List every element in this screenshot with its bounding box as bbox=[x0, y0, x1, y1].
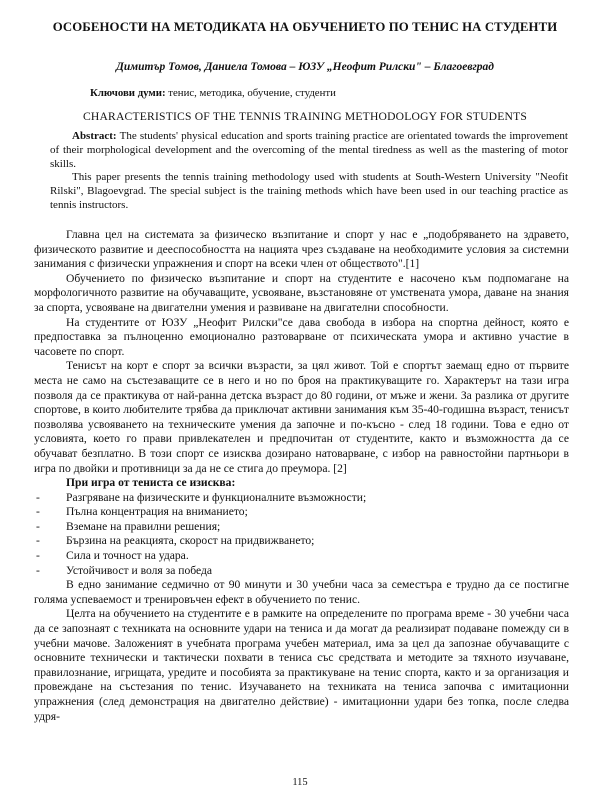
abstract-paragraph bbox=[50, 130, 568, 171]
list-item: - Бързина на реакцията, скорост на придвижването; bbox=[36, 534, 315, 548]
abstract-section bbox=[50, 130, 568, 213]
body-paragraph-4: Тенисът на корт е спорт за всички възрасти, за цял живот. Той е спортът заемащ едно от първите места не само на състезаващите се в него и но по броя на практикуващите го. Характерът на тази игра позволя да се практикува от най-ранна детска възраст до 80 години, от мъже и жени. За разлика от другите спортове, в които любителите трябва да приключат активни занимания към 35-40-годишна възраст, тенисът позволява усвояването на техническите умения да започне и по-късно - след 18 години. Това е едно от условията, което го прави привлекателен и предпочитан от студентите, както и възможността да се обучават безплатно. В този спорт се изисква дозирано натоварване, с избор на равностойни партньори в игра по двойки и противници за да не се стига до преумора. [2] bbox=[34, 359, 569, 475]
page-title: ОСОБЕНОСТИ НА МЕТОДИКАТА НА ОБУЧЕНИЕТО ПО ТЕНИС НА СТУДЕНТИ bbox=[52, 20, 558, 34]
requirements-list bbox=[34, 491, 569, 579]
body-text bbox=[34, 228, 569, 724]
list-item: - Устойчивост и воля за победа bbox=[36, 563, 213, 577]
body-paragraph-2: Обучението по физическо възпитание и спорт на студентите е насочено към подпомагане на морфологичното развитие на обучаващите, усвояване, възстановяне от умствената умора, даване на знания за спорта, усвояване на двигателни умения и развиване на двигателни способности. bbox=[34, 271, 569, 314]
keywords-label: Ключови думи: bbox=[90, 87, 166, 99]
body-paragraph-3: На студентите от ЮЗУ „Неофит Рилски"се дава свобода в избора на спортна дейност, която е предпоставка за пълноценно емоционално разтоварване от психическата умора и активно участие в часовете по спорт. bbox=[34, 315, 569, 358]
body-paragraph-6: Целта на обучението на студентите е в рамките на определените по програма време - 30 учебни часа да се запознаят с техниката на основните удари на тениса и да могат да реализират подаване помежду си в учебни мачове. Заложеният в учебната програма учебен материал, има за цел да запознае обучаващите с основните технически и тактически похвати в тениса със средствата и методите за тяхното изучаване, правилознание, игрищата, уредите и пособията за практикуване на тенис спорта, както и за организация и провеждане на състезания по тенис. Изучаването на техниката на тениса започва с имитационни упражнения (след демонстрация на двигателно действие) - имитационни удари без топка, после следва удря- bbox=[34, 607, 569, 723]
body-paragraph-5: В едно занимание седмично от 90 минути и 30 учебни часа за семестъра е трудно да се постигне голяма успеваемост и тренировъчен ефект в обучението по тенис. bbox=[34, 578, 569, 606]
list-heading: При игра от тениста се изисква: bbox=[66, 476, 236, 490]
abstract-label: Abstract: bbox=[72, 130, 117, 142]
keywords-line bbox=[90, 86, 550, 101]
list-item: - Пълна концентрация на вниманието; bbox=[36, 505, 248, 519]
abstract-text-1: The students' physical education and sports training practice are orientated towards the improvement of their morphological development and the overcoming of the mental tiredness as well as the mastering of motor skills. bbox=[50, 130, 568, 170]
english-title: CHARACTERISTICS OF THE TENNIS TRAINING METHODOLOGY FOR STUDENTS bbox=[82, 110, 528, 123]
body-paragraph-1: Главна цел на системата за физическо възпитание и спорт у нас е „подобряването на здравето, физическото развитие и дееспособността на нацията чрез създаване на необходимите условия за системни занимания с физически упражнения и спорт на всеки член от обществото".[1] bbox=[34, 228, 569, 271]
page-number: 115 bbox=[292, 777, 308, 788]
list-item: - Разгряване на физическите и функционалните възможности; bbox=[36, 490, 367, 504]
list-item: - Сила и точност на удара. bbox=[36, 549, 189, 563]
abstract-text-2: This paper presents the tennis training methodology used with students at South-Western University "Neofit Rilski", Blagoevgrad. The special subject is the training methods which have been used in our teaching practice as tennis instructors. bbox=[50, 171, 568, 211]
keywords-text: тенис, методика, обучение, студенти bbox=[165, 87, 336, 99]
authors-line: Димитър Томов, Даниела Томова – ЮЗУ „Неофит Рилски" – Благоевград bbox=[116, 61, 494, 73]
list-item: - Вземане на правилни решения; bbox=[36, 519, 221, 533]
